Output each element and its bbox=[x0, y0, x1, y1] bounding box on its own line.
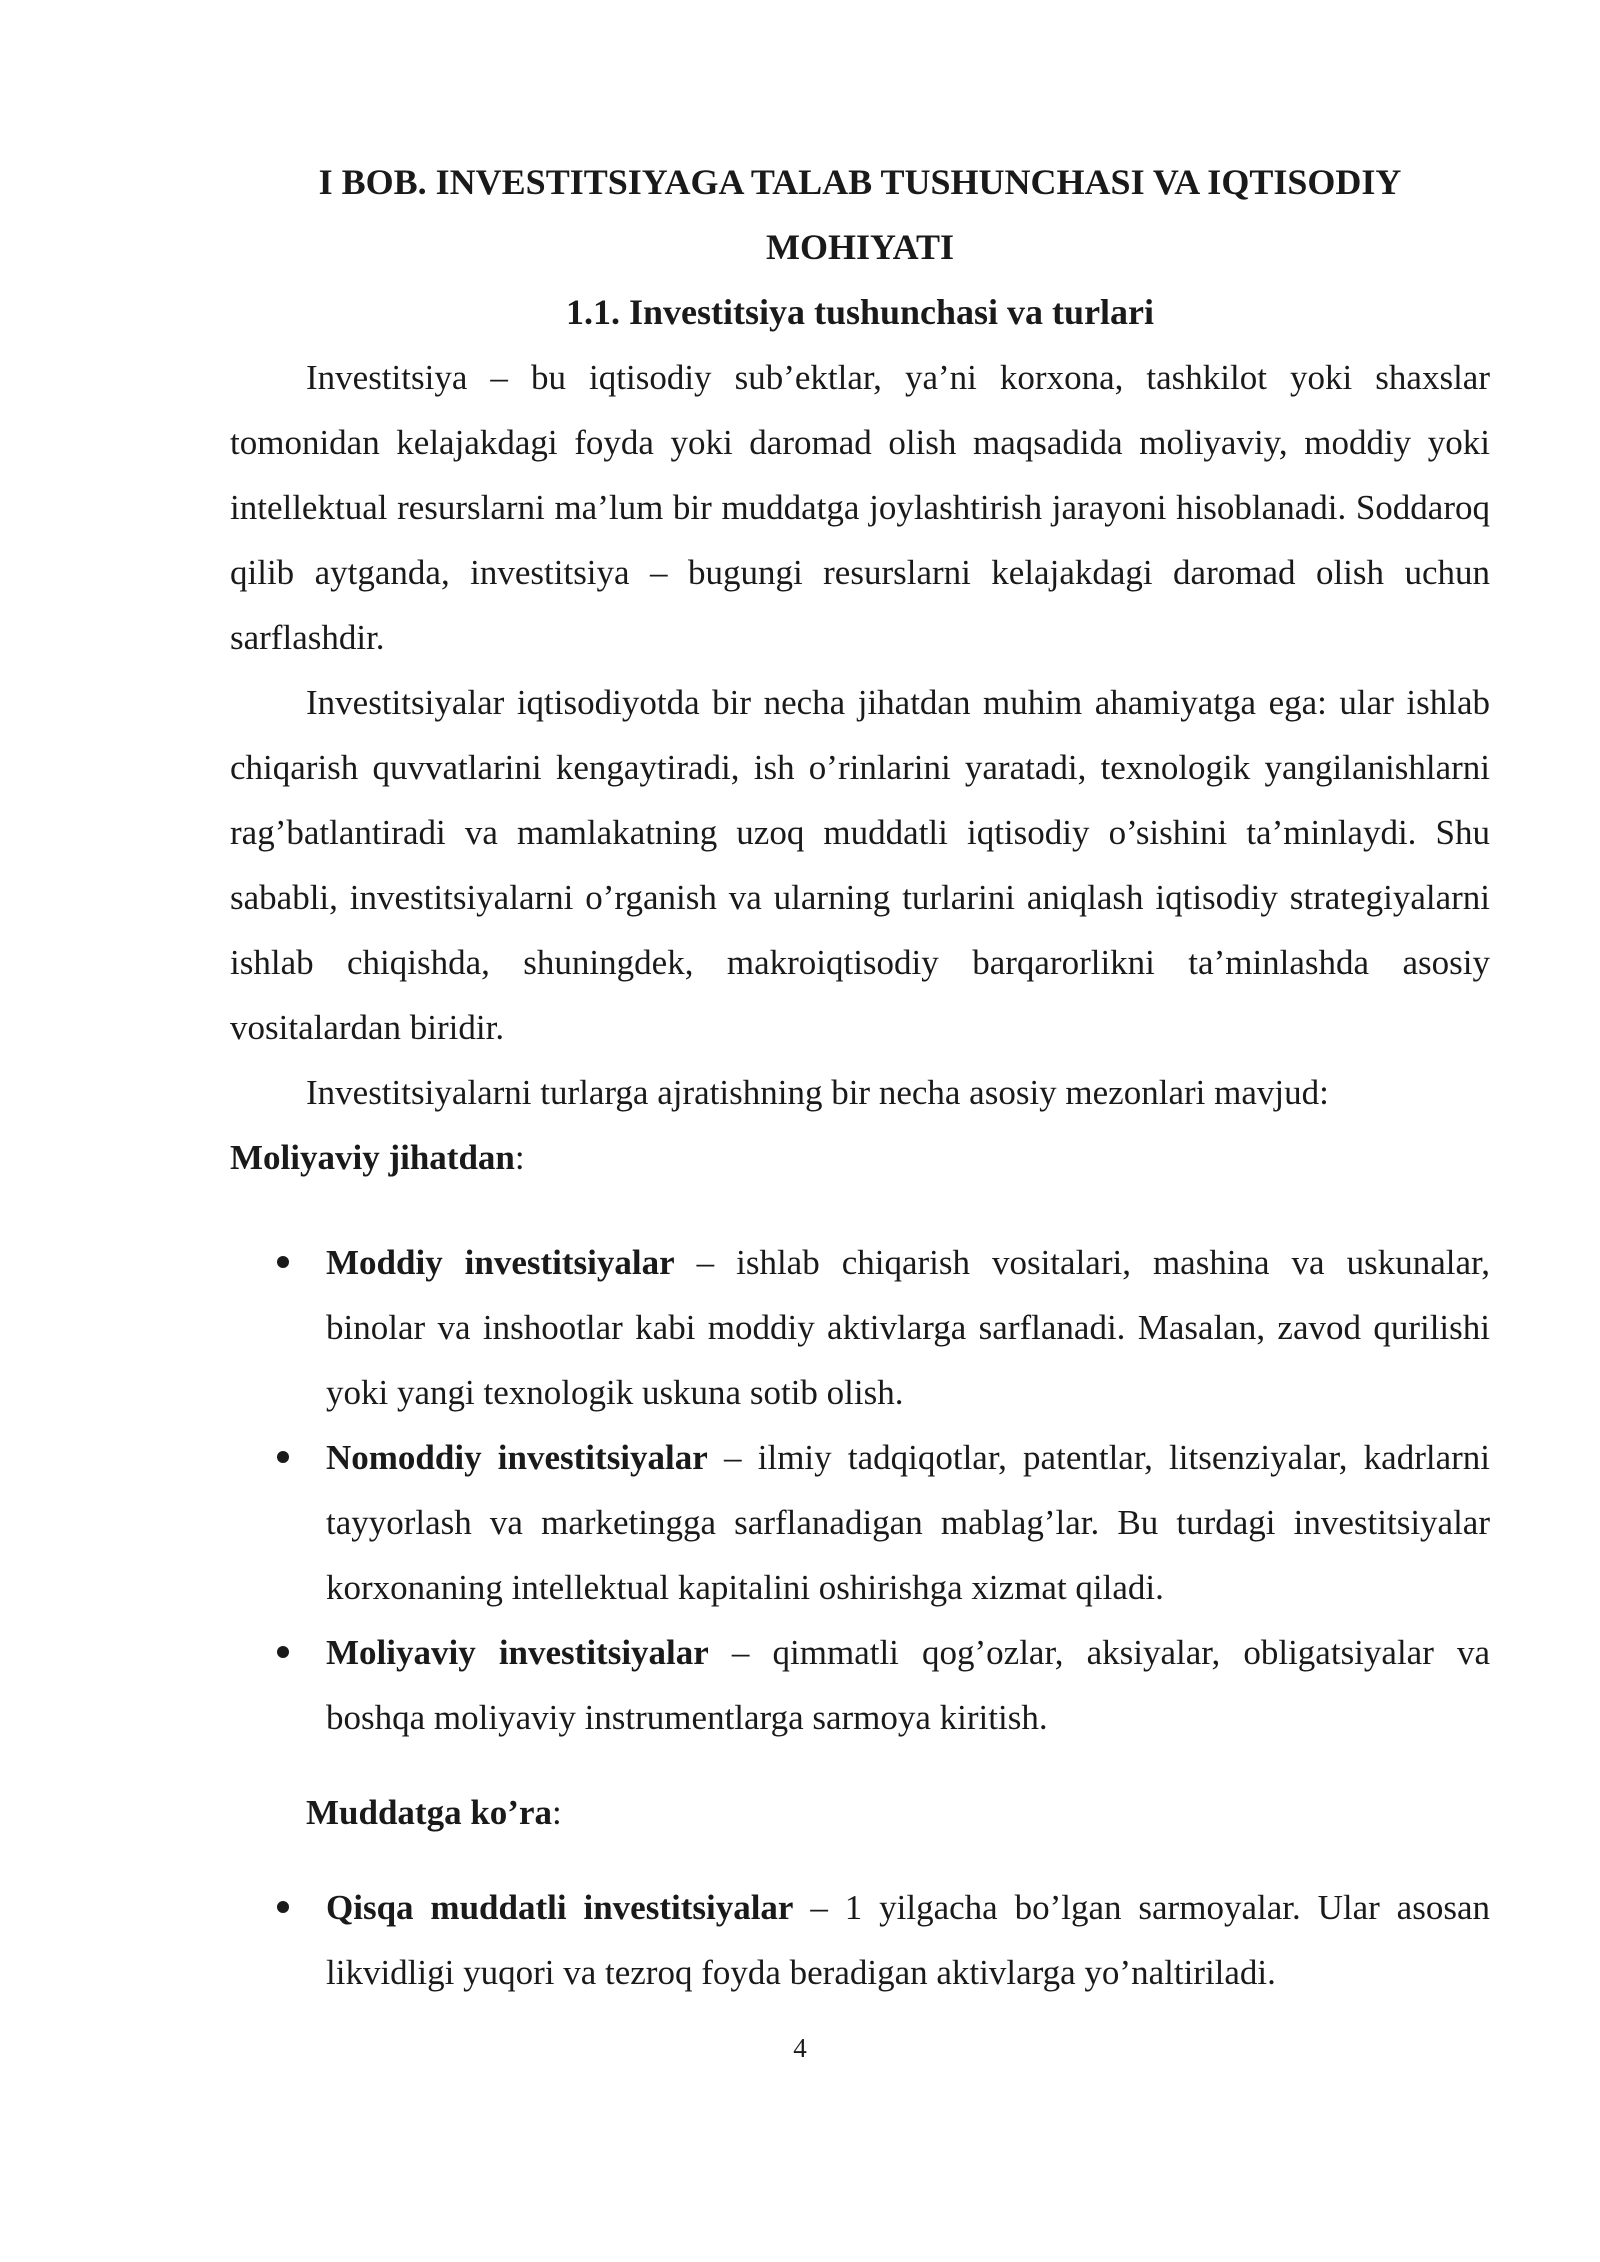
chapter-title-line-2: MOHIYATI bbox=[765, 227, 955, 267]
paragraph-criteria-intro: Investitsiyalarni turlarga ajratishning bir necha asosiy mezonlari mavjud: bbox=[306, 1073, 1329, 1112]
financial-types-list bbox=[230, 1230, 1490, 1750]
list-item-term: Moddiy investitsiyalar bbox=[326, 1243, 675, 1282]
spacer bbox=[230, 1190, 1490, 1230]
list-item-text: – ilmiy tadqiqotlar, patentlar, litsenziyalar, kadrlarni tayyorlash va marketingga sarflanadigan mablag’lar. Bu turdagi investitsiyalar korxonaning intellektual kapitalini oshirishga xizmat qiladi. bbox=[326, 1438, 1490, 1607]
term-types-list bbox=[230, 1875, 1490, 2005]
section-title: 1.1. Investitsiya tushunchasi va turlari bbox=[565, 292, 1155, 332]
paragraph-definition: Investitsiya – bu iqtisodiy sub’ektlar, ya’ni korxona, tashkilot yoki shaxslar tomonidan kelajakdagi foyda yoki daromad olish maqsadida moliyaviy, moddiy yoki intellektual resurslarni ma’lum bir muddatga joylashtirish jarayoni hisoblanadi. Soddaroq qilib aytganda, investitsiya – bugungi resurslarni kelajakdagi daromad olish uchun sarflashdir. bbox=[230, 358, 1490, 657]
paragraph-importance: Investitsiyalar iqtisodiyotda bir necha jihatdan muhim ahamiyatga ega: ular ishlab chiqarish quvvatlarini kengaytiradi, ish o’rinlarini yaratadi, texnologik yangilanishlarni rag’batlantiradi va mamlakatning uzoq muddatli iqtisodiy o’sishini ta’minlaydi. Shu sababli, investitsiyalarni o’rganish va ularning turlarini aniqlash iqtisodiy strategiyalarni ishlab chiqishda, shuningdek, makroiqtisodiy barqarorlikni ta’minlashda asosiy vositalardan biridir. bbox=[230, 683, 1490, 1047]
bullet-icon bbox=[277, 1646, 289, 1658]
criterion-financial-label: Moliyaviy jihatdan bbox=[230, 1138, 515, 1177]
bullet-icon bbox=[277, 1901, 289, 1913]
criterion-term-heading bbox=[230, 1780, 1490, 1845]
list-item-term: Nomoddiy investitsiyalar bbox=[326, 1438, 708, 1477]
list-item-term: Moliyaviy investitsiyalar bbox=[326, 1633, 709, 1672]
bullet-icon bbox=[277, 1451, 289, 1463]
list-item-text: – 1 yilgacha bo’lgan sarmoyalar. Ular asosan likvidligi yuqori va tezroq foyda beradigan aktivlarga yo’naltiriladi. bbox=[326, 1888, 1490, 1992]
page-number: 4 bbox=[793, 2033, 807, 2063]
chapter-title-line-1: I BOB. INVESTITSIYAGA TALAB TUSHUNCHASI VA IQTISODIY bbox=[318, 162, 1402, 202]
spacer bbox=[230, 1845, 1490, 1875]
bullet-icon bbox=[277, 1256, 289, 1268]
criterion-term-label: Muddatga ko’ra bbox=[306, 1793, 552, 1832]
list-item-financial-investments bbox=[230, 1620, 1490, 1750]
criterion-financial-heading bbox=[230, 1125, 1490, 1190]
list-item-text: – qimmatli qog’ozlar, aksiyalar, obligatsiyalar va boshqa moliyaviy instrumentlarga sarmoya kiritish. bbox=[326, 1633, 1490, 1737]
list-item-material-investments bbox=[230, 1230, 1490, 1425]
list-item-term: Qisqa muddatli investitsiyalar bbox=[326, 1888, 794, 1927]
document-page bbox=[230, 150, 1490, 2005]
criterion-term-colon: : bbox=[552, 1793, 562, 1832]
list-item-intangible-investments bbox=[230, 1425, 1490, 1620]
spacer bbox=[230, 1750, 1490, 1780]
list-item-text: – ishlab chiqarish vositalari, mashina va uskunalar, binolar va inshootlar kabi moddiy aktivlarga sarflanadi. Masalan, zavod qurilishi yoki yangi texnologik uskuna sotib olish. bbox=[326, 1243, 1490, 1412]
criterion-financial-colon: : bbox=[514, 1138, 525, 1177]
list-item-short-term-investments bbox=[230, 1875, 1490, 2005]
